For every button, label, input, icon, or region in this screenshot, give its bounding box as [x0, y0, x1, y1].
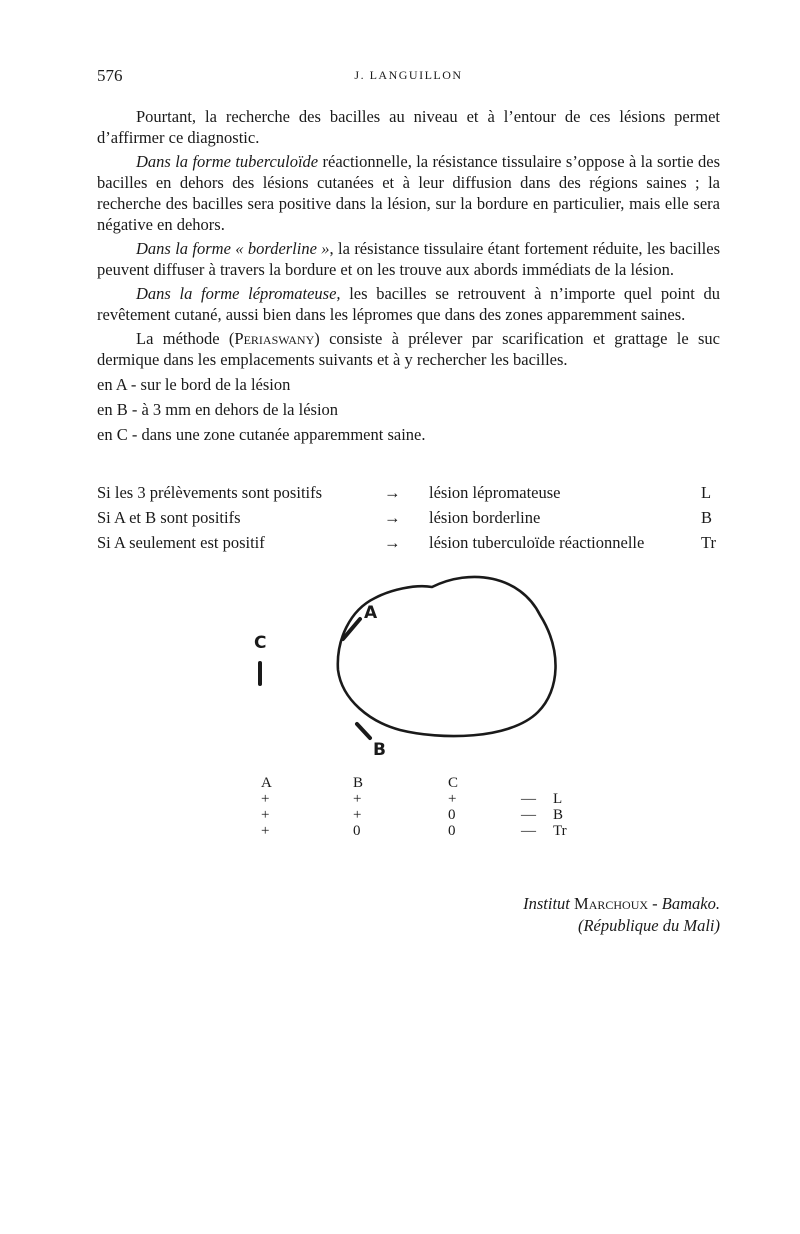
page-number: 576: [97, 66, 123, 85]
summary-code: Tr: [553, 823, 567, 839]
sample-mark-b: [357, 724, 370, 738]
summary-row: [253, 791, 583, 807]
summary-cell-a: +: [261, 823, 270, 839]
author-name-periaswany: Periaswany: [234, 329, 315, 348]
affiliation-institut: Institut: [523, 894, 570, 913]
summary-cell-c: +: [448, 791, 457, 807]
summary-cell-a: +: [261, 791, 270, 807]
result-code: Tr: [701, 533, 716, 552]
affiliation-country: (République du Mali): [577, 916, 720, 935]
paragraph-4-text: les bacilles se retrouvent à n’importe quel point du revêtement cutané, aussi bien dans les lépromes que dans des zones apparemment saines.: [97, 284, 720, 324]
affiliation-city: Bamako.: [661, 894, 720, 913]
paragraph-2-italic: Dans la forme tuberculoïde: [136, 152, 319, 171]
affiliation-marchoux: Marchoux: [574, 894, 649, 913]
paragraph-2-text: réactionnelle, la résistance tissulaire s’oppose à la sortie des bacilles en dehors des lésions cutanées et à leur diffusion dans des régions saines ; la recherche des bacilles sera positive dans la lésion, sur la bordure en particulier, mais elle sera négative en dehors.: [97, 152, 720, 234]
result-code: B: [701, 508, 713, 527]
results-row: [97, 533, 727, 558]
results-row: [97, 508, 727, 533]
location-line-b: en B - à 3 mm en dehors de la lésion: [97, 400, 339, 419]
summary-cell-c: 0: [448, 807, 456, 823]
summary-cell-b: +: [353, 791, 362, 807]
result-code: L: [701, 483, 712, 502]
summary-dash: —: [521, 791, 536, 807]
summary-header-row: [253, 775, 583, 791]
summary-cell-c: 0: [448, 823, 456, 839]
paragraph-3-text: , la résistance tissulaire étant fortement réduite, les bacilles peuvent diffuser à travers la bordure et on les trouve aux abords immédiats de la lésion.: [97, 239, 720, 279]
result-diagnosis: lésion lépromateuse: [429, 483, 561, 502]
arrow-icon: →: [384, 533, 401, 552]
body-text: [97, 106, 720, 448]
running-head: J. LANGUILLON: [354, 68, 463, 82]
arrow-icon: →: [384, 508, 401, 527]
summary-table: [253, 775, 583, 839]
summary-dash: —: [521, 807, 536, 823]
results-row: [97, 483, 727, 508]
page-header: [97, 66, 720, 92]
location-line-c: en C - dans une zone cutanée apparemment saine.: [97, 425, 426, 444]
affiliation-signoff: [430, 893, 720, 937]
paragraph-2: [97, 151, 720, 235]
result-diagnosis: lésion borderline: [429, 508, 541, 527]
result-diagnosis: lésion tuberculoïde réactionnelle: [429, 533, 645, 552]
paragraph-5-text: ) consiste à prélever par scarification et grattage le suc dermique dans les emplacements suivants et à y rechercher les bacilles.: [97, 329, 720, 369]
affiliation-separator: -: [648, 894, 662, 913]
location-line-a: en A - sur le bord de la lésion: [97, 375, 291, 394]
summary-code: B: [553, 807, 564, 823]
summary-header-b: B: [353, 775, 364, 791]
result-condition: Si les 3 prélèvements sont positifs: [97, 483, 323, 502]
result-condition: Si A et B sont positifs: [97, 508, 241, 527]
paragraph-3-italic: Dans la forme « borderline »: [136, 239, 330, 258]
summary-row: [253, 807, 583, 823]
paragraph-5-pre: La méthode (: [136, 329, 235, 348]
lesion-outline: [338, 577, 556, 736]
paragraph-5: [97, 328, 720, 370]
summary-cell-b: 0: [353, 823, 361, 839]
summary-cell-b: +: [353, 807, 362, 823]
paragraph-4: [97, 283, 720, 325]
result-condition: Si A seulement est positif: [97, 533, 265, 552]
label-c: C: [254, 633, 267, 653]
summary-header-a: A: [261, 775, 272, 791]
summary-code: L: [553, 791, 563, 807]
paragraph-4-italic: Dans la forme lépromateuse,: [136, 284, 341, 303]
arrow-icon: →: [384, 483, 401, 502]
label-a: A: [364, 603, 378, 623]
summary-header-c: C: [448, 775, 459, 791]
affiliation-line-2: [430, 915, 720, 937]
lesion-diagram: [240, 560, 580, 770]
summary-cell-a: +: [261, 807, 270, 823]
results-table: [97, 483, 727, 558]
label-b: B: [373, 740, 386, 760]
paragraph-3: [97, 238, 720, 280]
paragraph-1: Pourtant, la recherche des bacilles au niveau et à l’entour de ces lésions permet d’affirmer ce diagnostic.: [97, 107, 720, 147]
summary-dash: —: [521, 823, 536, 839]
affiliation-line-1: [430, 893, 720, 915]
summary-row: [253, 823, 583, 839]
